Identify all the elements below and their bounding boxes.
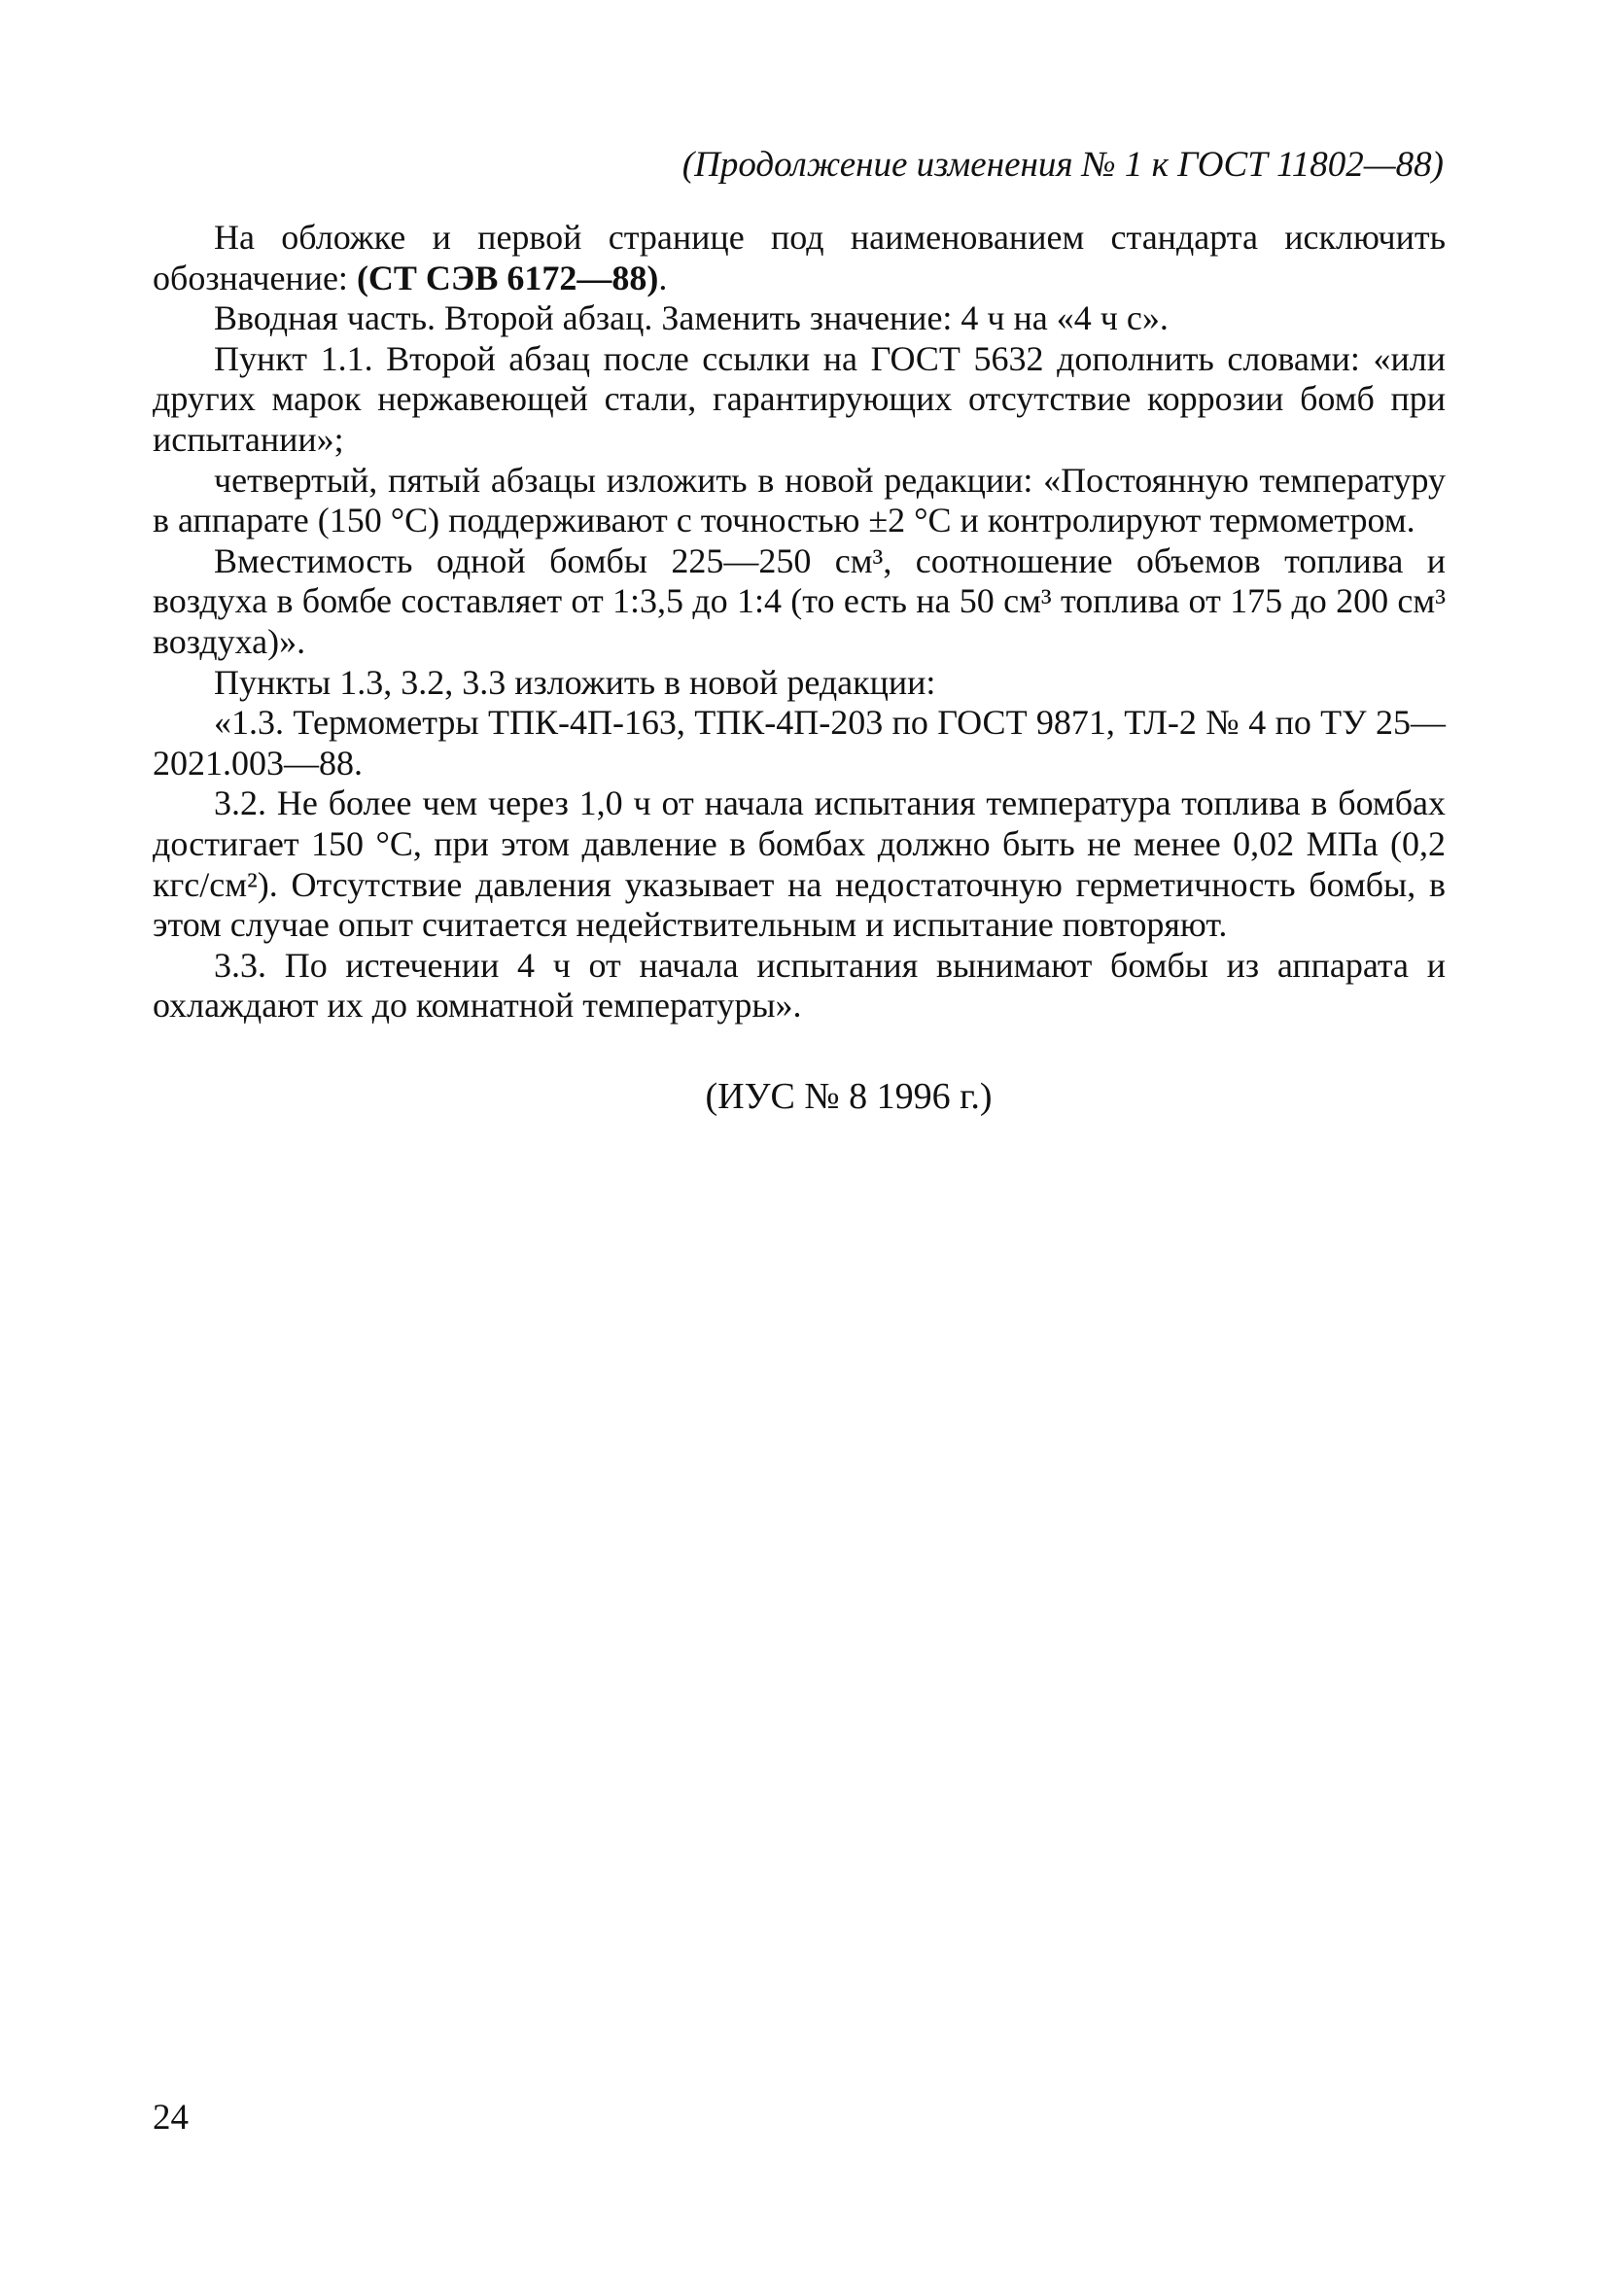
page-number: 24 <box>153 2098 189 2138</box>
paragraph-clause-3-2: 3.2. Не более чем через 1,0 ч от начала испытания температура топлива в бомбах достигает 150 °С, при этом давление в бомбах должно быть не менее 0,02 МПа (0,2 кгс/см²). Отсутствие давления указывает на недостаточную герметичность бомбы, в этом случае опыт считается недействительным и испытание повторяют. <box>153 783 1446 945</box>
source-text: (ИУС № 8 1996 г.) <box>705 1076 993 1117</box>
continuation-header: (Продолжение изменения № 1 к ГОСТ 11802—88) <box>681 145 1444 185</box>
paragraph-text: На обложке и первой странице под наименованием стандарта исключить обозначение: <box>153 218 1446 297</box>
amendment-body <box>153 218 1446 1026</box>
paragraph-tail: . <box>658 258 668 297</box>
paragraph-bomb-capacity: Вместимость одной бомбы 225—250 см³, соотношение объемов топлива и воздуха в бомбе составляет от 1:3,5 до 1:4 (то есть на 50 см³ топлива от 175 до 200 см³ воздуха)». <box>153 540 1446 661</box>
paragraph-fourth-fifth: четвертый, пятый абзацы изложить в новой редакции: «Постоянную температуру в аппарате (150 °С) поддерживают с точностью ±2 °С и контролируют термометром. <box>153 460 1446 540</box>
paragraph-intro: Вводная часть. Второй абзац. Заменить значение: 4 ч на «4 ч с». <box>214 298 1169 338</box>
paragraph-clauses-list: Пункты 1.3, 3.2, 3.3 изложить в новой редакции: <box>214 662 936 702</box>
paragraph-cover-designation <box>153 218 1446 298</box>
standard-designation: (СТ СЭВ 6172—88) <box>356 258 659 297</box>
paragraph-clause-1-1: Пункт 1.1. Второй абзац после ссылки на ГОСТ 5632 дополнить словами: «или других марок нержавеющей стали, гарантирующих отсутствие коррозии бомб при испытании»; <box>153 338 1446 459</box>
paragraph-clause-3-3: 3.3. По истечении 4 ч от начала испытания вынимают бомбы из аппарата и охлаждают их до комнатной температуры». <box>153 945 1446 1026</box>
paragraph-clause-1-3: «1.3. Термометры ТПК-4П-163, ТПК-4П-203 по ГОСТ 9871, ТЛ-2 № 4 по ТУ 25—2021.003—88. <box>153 703 1446 783</box>
source-reference <box>0 1075 1607 1118</box>
